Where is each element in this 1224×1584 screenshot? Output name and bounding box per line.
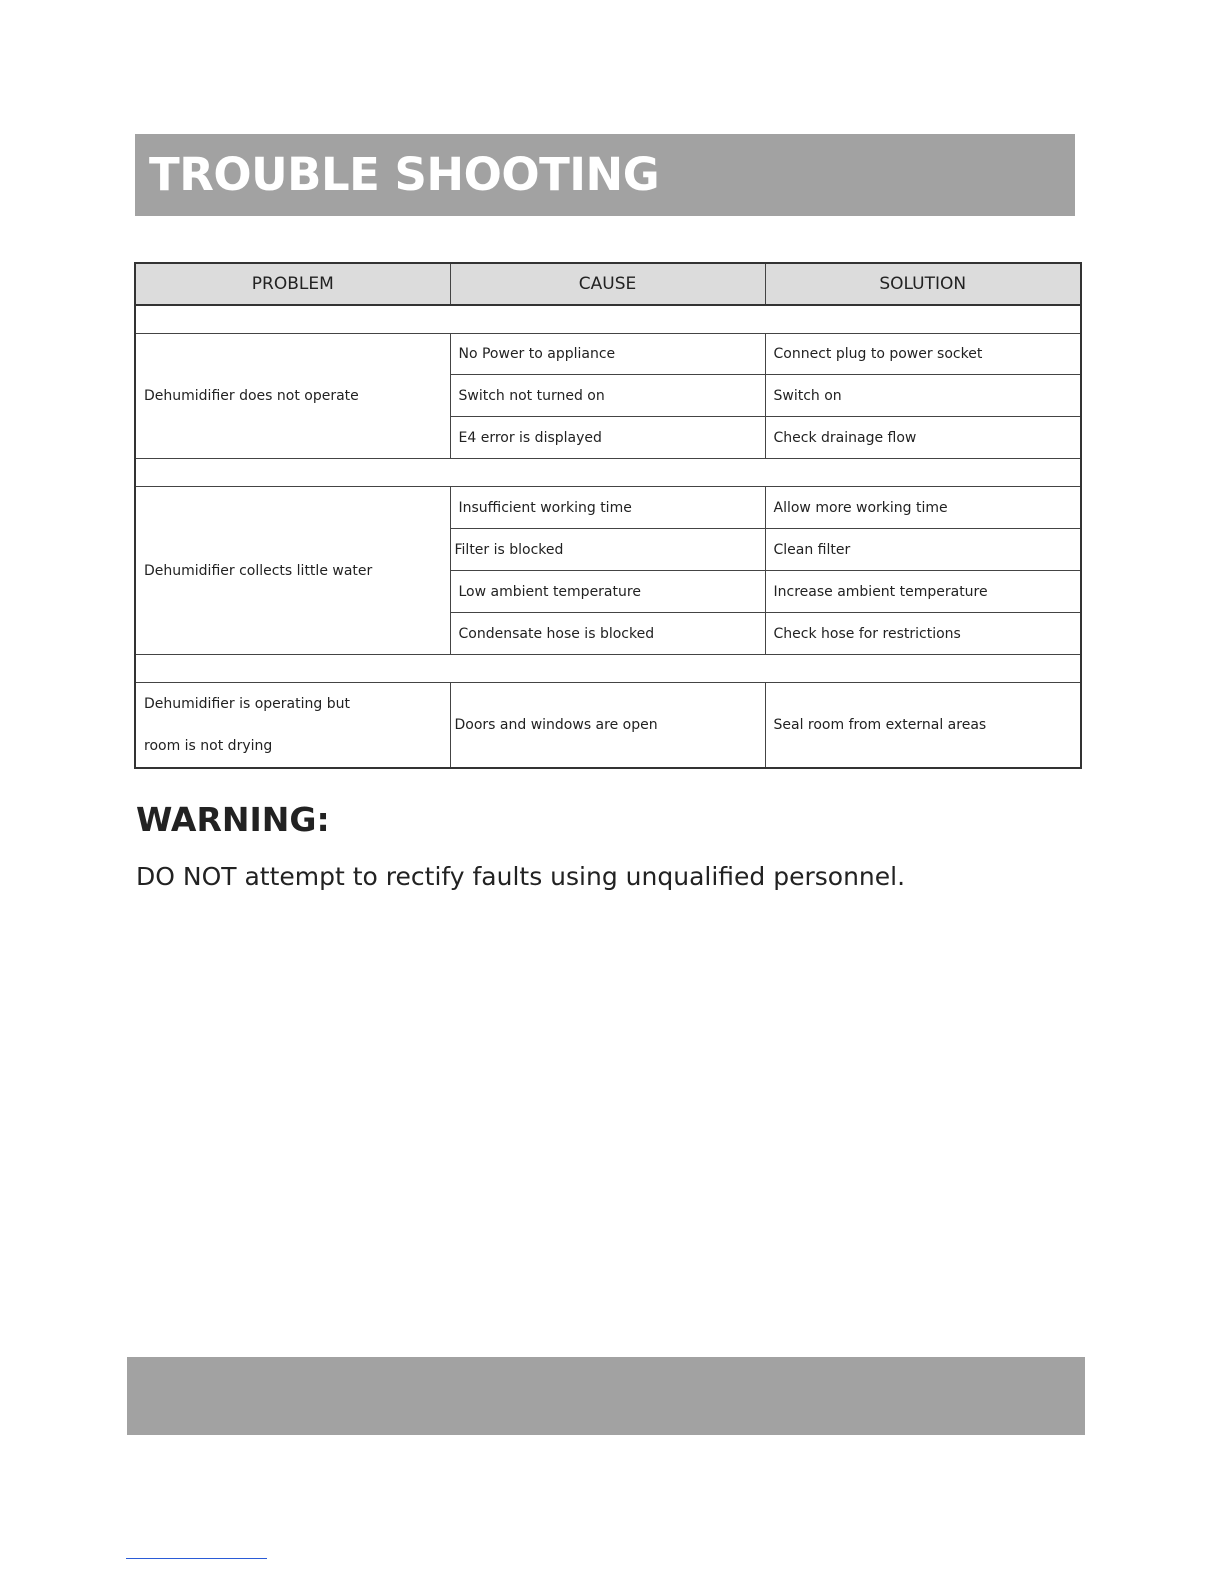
column-header-cause: CAUSE xyxy=(450,263,765,305)
spacer-cell xyxy=(135,459,1081,487)
footer-link-underline xyxy=(126,1558,267,1559)
problem-cell xyxy=(135,683,450,769)
cause-cell: Switch not turned on xyxy=(450,375,765,417)
cause-cell: E4 error is displayed xyxy=(450,417,765,459)
table-spacer-row xyxy=(135,655,1081,683)
spacer-cell xyxy=(135,305,1081,334)
warning-text: DO NOT attempt to rectify faults using unqualified personnel. xyxy=(136,862,906,891)
table-row xyxy=(135,683,1081,769)
cause-cell: Doors and windows are open xyxy=(450,683,765,769)
cause-cell: No Power to appliance xyxy=(450,334,765,375)
table-header-row xyxy=(135,263,1081,305)
solution-cell: Clean filter xyxy=(765,529,1081,571)
solution-cell: Connect plug to power socket xyxy=(765,334,1081,375)
cause-cell: Low ambient temperature xyxy=(450,571,765,613)
footer-banner xyxy=(127,1357,1085,1435)
solution-cell: Check hose for restrictions xyxy=(765,613,1081,655)
column-header-solution: SOLUTION xyxy=(765,263,1081,305)
table-spacer-row xyxy=(135,459,1081,487)
solution-cell: Increase ambient temperature xyxy=(765,571,1081,613)
title-banner xyxy=(135,134,1075,216)
problem-cell: Dehumidifier collects little water xyxy=(135,487,450,655)
troubleshooting-table xyxy=(134,262,1082,769)
table-row xyxy=(135,487,1081,529)
table-spacer-row xyxy=(135,305,1081,334)
problem-line-1: Dehumidifier is operating but xyxy=(144,696,350,712)
solution-cell: Seal room from external areas xyxy=(765,683,1081,769)
cause-cell: Filter is blocked xyxy=(450,529,765,571)
problem-line-2: room is not drying xyxy=(144,738,273,754)
solution-cell: Check drainage flow xyxy=(765,417,1081,459)
problem-cell: Dehumidifier does not operate xyxy=(135,334,450,459)
column-header-problem: PROBLEM xyxy=(135,263,450,305)
table-row xyxy=(135,334,1081,375)
solution-cell: Allow more working time xyxy=(765,487,1081,529)
cause-cell: Insufficient working time xyxy=(450,487,765,529)
spacer-cell xyxy=(135,655,1081,683)
page-title: TROUBLE SHOOTING xyxy=(149,148,660,201)
cause-cell: Condensate hose is blocked xyxy=(450,613,765,655)
solution-cell: Switch on xyxy=(765,375,1081,417)
warning-heading: WARNING: xyxy=(136,800,330,839)
